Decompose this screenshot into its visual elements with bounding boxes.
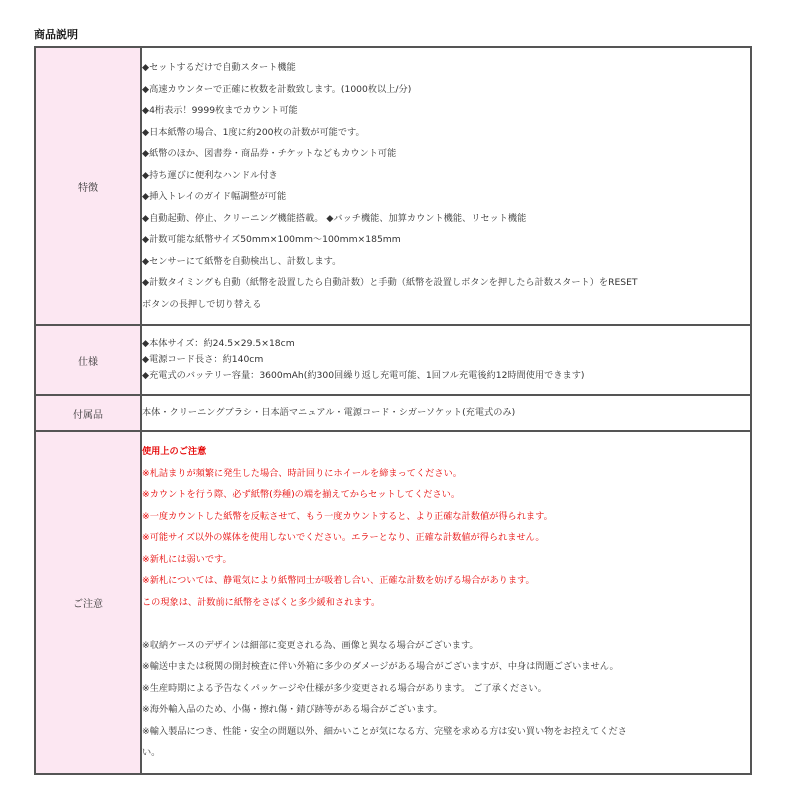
caution-line: ※新札については、静電気により紙幣同士が吸着し合い、正確な計数を妨げる場合があります。 (142, 575, 535, 587)
accessories-content (141, 395, 751, 431)
spec-line: ◆充電式のバッテリー容量：3600mAh(約300回繰り返し充電可能、1回フル充電後約12時間使用できます) (142, 370, 585, 381)
accessories-label: 付属品 (35, 395, 141, 431)
specs-label: 仕様 (35, 325, 141, 395)
product-description-table (34, 46, 752, 775)
feature-line: ボタンの長押しで切り替える (142, 298, 262, 310)
accessories-row (35, 395, 751, 431)
notes-heading: 使用上のご注意 (142, 446, 207, 458)
caution-line: ※一度カウントした紙幣を反転させて、もう一度カウントすると、より正確な計数値が得られます。 (142, 510, 553, 522)
caution-line: ※新札には弱いです。 (142, 553, 232, 565)
note-line: ※輸入製品につき、性能・安全の問題以外、細かいことが気になる方、完璧を求める方は安い買い物をお控えてくださ (142, 725, 627, 737)
feature-line: ◆持ち運びに便利なハンドル付き (142, 169, 278, 181)
caution-line: この現象は、計数前に紙幣をさばくと多少緩和されます。 (142, 596, 381, 608)
caution-line: ※札詰まりが頻繁に発生した場合、時計回りにホイールを締まってください。 (142, 467, 462, 479)
notes-label: ご注意 (35, 431, 141, 774)
feature-line: ◆紙幣のほか、図書券・商品券・チケットなどもカウント可能 (142, 148, 397, 159)
accessories-text: 本体・クリーニングブラシ・日本語マニュアル・電源コード・シガーソケット(充電式のみ) (142, 407, 516, 419)
feature-line: ◆自動起動、停止、クリーニング機能搭載。 ◆バッチ機能、加算カウント機能、リセット機能 (142, 212, 527, 224)
notes-content (141, 431, 751, 774)
features-label: 特徴 (35, 47, 141, 325)
feature-line: ◆挿入トレイのガイド幅調整が可能 (142, 191, 287, 202)
section-title: 商品説明 (34, 28, 78, 41)
caution-line: ※可能サイズ以外の媒体を使用しないでください。エラーとなり、正確な計数値が得られません。 (142, 532, 545, 544)
specs-row (35, 325, 751, 395)
features-content (141, 47, 751, 325)
feature-line: ◆高速カウンターで正確に枚数を計数致します。(1000枚以上/分) (142, 83, 412, 95)
feature-line: ◆センサーにて紙幣を自動検出し、計数します。 (142, 255, 342, 267)
specs-content (141, 325, 751, 395)
feature-line: ◆セットするだけで自動スタート機能 (142, 62, 296, 73)
note-line: い。 (142, 747, 161, 759)
features-row (35, 47, 751, 325)
note-line: ※収納ケースのデザインは細部に変更される為、画像と異なる場合がございます。 (142, 639, 479, 651)
feature-line: ◆計数可能な紙幣サイズ50mm×100mm〜100mm×185mm (142, 234, 401, 245)
spec-line: ◆本体サイズ：約24.5×29.5×18cm (142, 338, 295, 349)
caution-line: ※カウントを行う際、必ず紙幣(券種)の端を揃えてからセットしてください。 (142, 489, 461, 501)
notes-row (35, 431, 751, 774)
note-line: ※海外輸入品のため、小傷・擦れ傷・錆び跡等がある場合がございます。 (142, 704, 443, 716)
note-line: ※輸送中または税関の開封検査に伴い外箱に多少のダメージがある場合がございますが、中身は問題ございません。 (142, 661, 619, 673)
spec-line: ◆電源コード長さ：約140cm (142, 354, 264, 365)
spacer (142, 613, 750, 635)
note-line: ※生産時期による予告なくパッケージや仕様が多少変更される場合があります。 ご了承ください。 (142, 682, 547, 694)
feature-line: ◆計数タイミングも自動（紙幣を設置したら自動計数）と手動（紙幣を設置しボタンを押したら計数スタート）をRESET (142, 277, 638, 288)
feature-line: ◆日本紙幣の場合、1度に約200枚の計数が可能です。 (142, 126, 365, 138)
feature-line: ◆4桁表示！9999枚までカウント可能 (142, 105, 298, 116)
